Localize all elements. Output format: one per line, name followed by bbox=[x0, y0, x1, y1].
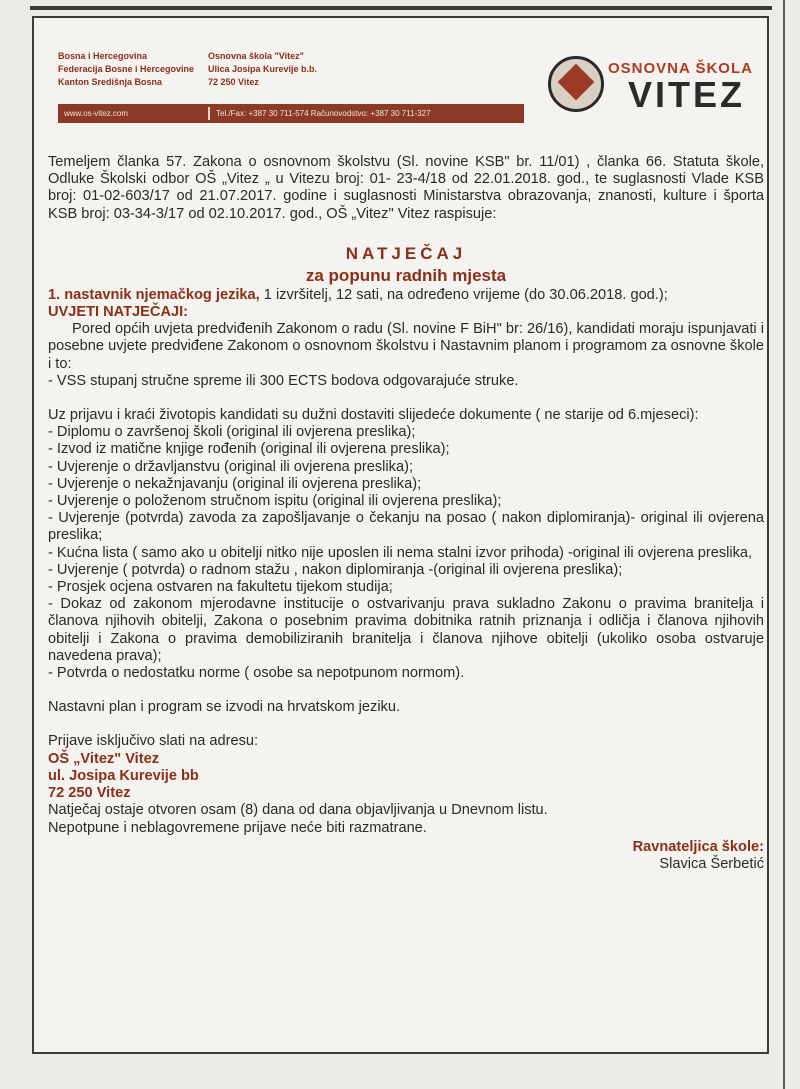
spacer bbox=[48, 682, 764, 699]
address-street: ul. Josipa Kurevije bb bbox=[48, 767, 199, 784]
bar-separator bbox=[208, 107, 210, 120]
school-line: 72 250 Vitez bbox=[208, 77, 259, 87]
letterhead-contact-bar bbox=[58, 104, 524, 123]
address-city: 72 250 Vitez bbox=[48, 785, 131, 802]
list-item: - Prosjek ocjena ostvaren na fakultetu tijekom studija; bbox=[48, 579, 393, 596]
list-item: - Uvjerenje o položenom stručnom ispitu (original ili ovjerena preslika); bbox=[48, 493, 502, 510]
logo-text-top: OSNOVNA ŠKOLA bbox=[608, 60, 753, 77]
list-item: - Dokaz od zakonom mjerodavne institucije o ostvarivanju prava sukladno Zakonu o pravima branitelja i članova njihovih obitelji, Zakona o posebnim pravima dobitnika ratnih priznanja i odličja i članova njihovih obitelji i Zakona o pravima demobiliziranih branitelja i članova njihove obitelji (ukoliko osoba ostvaruje navedena prava); bbox=[48, 596, 764, 664]
logo-text-bottom: VITEZ bbox=[628, 74, 746, 115]
list-item: - Kućna lista ( samo ako u obitelji nitko nije uposlen ili nema stalni izvor prihoda) -original ili ovjerena preslika, bbox=[48, 544, 753, 561]
title-sub: za popunu radnih mjesta bbox=[305, 265, 507, 285]
list-item: - Diplomu o završenoj školi (original ili ovjerena preslika); bbox=[48, 424, 416, 441]
list-item: - Uvjerenje (potvrda) zavoda za zapošljavanje o čekanju na posao ( nakon diplomiranja)- original ili ovjerena preslika; bbox=[48, 510, 764, 544]
closing-duration: Natječaj ostaje otvoren osam (8) dana od dana objavljivanja u Dnevnom listu. bbox=[48, 802, 548, 819]
letterhead-authority bbox=[58, 50, 194, 89]
intro-paragraph: Temeljem članka 57. Zakona o osnovnom školstvu (Sl. novine KSB" br. 11/01) , članka 66. Statuta škole, Odluke Školski odbor OŠ „Vitez „ u Vitezu broj: 01- 23-4/18 od 22.01.2018. god., te suglasnosti Vlade KSB broj: 01-02-603/17 od 21.07.2017. godine i suglasnosti Ministarstva obrazovanja, znanosti, kulture i športa KSB broj: 03-34-3/17 od 02.10.2017. god., OŠ „Vitez" Vitez raspisuje: bbox=[48, 154, 764, 222]
signature-block bbox=[48, 839, 764, 873]
address-intro: Prijave isključivo slati na adresu: bbox=[48, 733, 259, 750]
authority-line: Bosna i Hercegovina bbox=[58, 51, 148, 61]
closing-warning: Nepotpune i neblagovremene prijave neće biti razmatrane. bbox=[48, 819, 427, 836]
documents-list bbox=[48, 424, 764, 682]
letterhead-school-address bbox=[208, 50, 317, 89]
job-title: 1. nastavnik njemačkog jezika, bbox=[48, 286, 260, 303]
title-main: NATJEČAJ bbox=[345, 243, 467, 263]
spacer bbox=[48, 390, 764, 407]
phone-text: Tel./Fax: +387 30 711-574 Računovodstvo: +387 30 711-327 bbox=[216, 109, 431, 118]
job-ad-frame bbox=[32, 16, 769, 1054]
signature-role: Ravnateljica škole: bbox=[632, 838, 764, 855]
school-emblem-icon bbox=[548, 56, 604, 112]
authority-line: Kanton Središnja Bosna bbox=[58, 77, 163, 87]
list-item: - Uvjerenje o državljanstvu (original ili ovjerena preslika); bbox=[48, 458, 413, 475]
column-divider bbox=[783, 0, 785, 1089]
ad-body bbox=[48, 154, 764, 873]
letterhead bbox=[50, 34, 756, 124]
spacer bbox=[48, 716, 764, 733]
conditions-text: Pored općih uvjeta predviđenih Zakonom o radu (Sl. novine F BiH" br: 26/16), kandidati moraju ispunjavati i posebne uvjete predviđene Zakonom o osnovnom školstvu i Nastavnim planom i programom za osnovne škole i to: bbox=[48, 321, 764, 372]
list-item: - Uvjerenje o nekažnjavanju (original ili ovjerena preslika); bbox=[48, 475, 422, 492]
signature-name: Slavica Šerbetić bbox=[659, 855, 764, 872]
conditions-heading: UVJETI NATJEČAJI: bbox=[48, 304, 189, 321]
address-school: OŠ „Vitez" Vitez bbox=[48, 750, 160, 767]
school-line: Ulica Josipa Kurevije b.b. bbox=[208, 64, 318, 74]
list-item: - Izvod iz matične knjige rođenih (original ili ovjerena preslika); bbox=[48, 441, 450, 458]
job-position bbox=[48, 287, 764, 304]
school-logo bbox=[544, 52, 764, 118]
authority-line: Federacija Bosne i Hercegovine bbox=[58, 64, 195, 74]
documents-intro: Uz prijavu i kraći životopis kandidati su dužni dostaviti slijedeće dokumente ( ne starije od 6.mjeseci): bbox=[48, 407, 699, 424]
ad-title bbox=[48, 243, 764, 287]
language-note: Nastavni plan i program se izvodi na hrvatskom jeziku. bbox=[48, 699, 401, 716]
school-line: Osnovna škola "Vitez" bbox=[208, 51, 304, 61]
list-item: - Potvrda o nedostatku norme ( osobe sa nepotpunom normom). bbox=[48, 665, 465, 682]
list-item: - Uvjerenje ( potvrda) o radnom stažu , nakon diplomiranja -(original ili ovjerena preslika); bbox=[48, 561, 623, 578]
job-details: 1 izvršitelj, 12 sati, na određeno vrijeme (do 30.06.2018. god.); bbox=[259, 286, 668, 303]
website-text: www.os-vitez.com bbox=[64, 109, 129, 118]
submission-address bbox=[48, 733, 764, 802]
conditions-item: - VSS stupanj stručne spreme ili 300 ECTS bodova odgovarajuće struke. bbox=[48, 372, 519, 389]
top-rule bbox=[30, 6, 772, 10]
